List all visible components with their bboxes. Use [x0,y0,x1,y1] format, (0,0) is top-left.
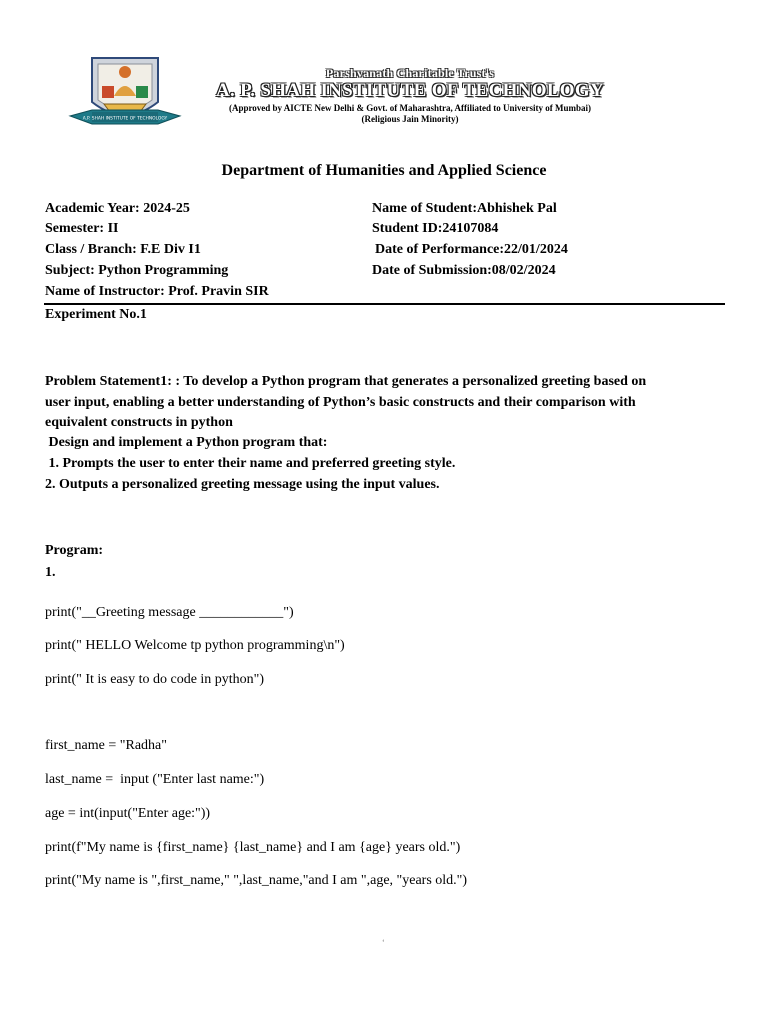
institute-logo [66,50,184,142]
code-line: print(f"My name is {first_name} {last_name} and I am {age} years old.") [45,840,461,855]
code-line: print(" HELLO Welcome tp python programming\n") [45,638,345,653]
program-number: 1. [45,565,56,580]
date-of-submission: Date of Submission:08/02/2024 [372,263,556,278]
problem-line-4: Design and implement a Python program that: [45,435,328,450]
code-line: first_name = "Radha" [45,738,167,753]
code-line: print("__Greeting message ____________") [45,605,294,620]
page-mark: ‘ [382,938,385,947]
experiment-number: Experiment No.1 [45,307,147,322]
code-line: age = int(input("Enter age:")) [45,806,211,821]
header-divider [44,303,725,305]
logo-caption: A.P. SHAH INSTITUTE OF TECHNOLOGY [82,116,168,122]
approval-text: (Approved by AICTE New Delhi & Govt. of Maharashtra, Affiliated to University of Mumbai) [228,103,592,113]
code-line: print(" It is easy to do code in python") [45,672,265,687]
program-label: Program: [45,543,104,558]
student-id: Student ID:24107084 [372,221,499,236]
institute-name: A. P. SHAH INSTITUTE OF TECHNOLOGY [215,80,604,101]
problem-line-3: equivalent constructs in python [45,415,233,430]
class-branch: Class / Branch: F.E Div I1 [45,242,201,257]
subject: Subject: Python Programming [45,263,229,278]
problem-line-5: 1. Prompts the user to enter their name and preferred greeting style. [45,456,456,471]
code-line: last_name = input ("Enter last name:") [45,772,265,787]
date-of-performance: Date of Performance:22/01/2024 [375,242,568,257]
department-title: Department of Humanities and Applied Science [221,162,547,179]
academic-year: Academic Year: 2024-25 [45,201,190,216]
problem-line-1: Problem Statement1: : To develop a Python program that generates a personalized greeting based on [45,374,647,389]
problem-line-6: 2. Outputs a personalized greeting message using the input values. [45,477,440,492]
code-line: print("My name is ",first_name," ",last_name,"and I am ",age, "years old.") [45,873,468,888]
trust-name: Parshvanath Charitable Trust's [325,66,495,80]
student-name: Name of Student:Abhishek Pal [372,201,557,216]
problem-line-2: user input, enabling a better understanding of Python’s basic constructs and their comparison with [45,395,636,410]
instructor: Name of Instructor: Prof. Pravin SIR [45,284,269,299]
minority-text: (Religious Jain Minority) [361,114,459,124]
semester: Semester: II [45,221,119,236]
